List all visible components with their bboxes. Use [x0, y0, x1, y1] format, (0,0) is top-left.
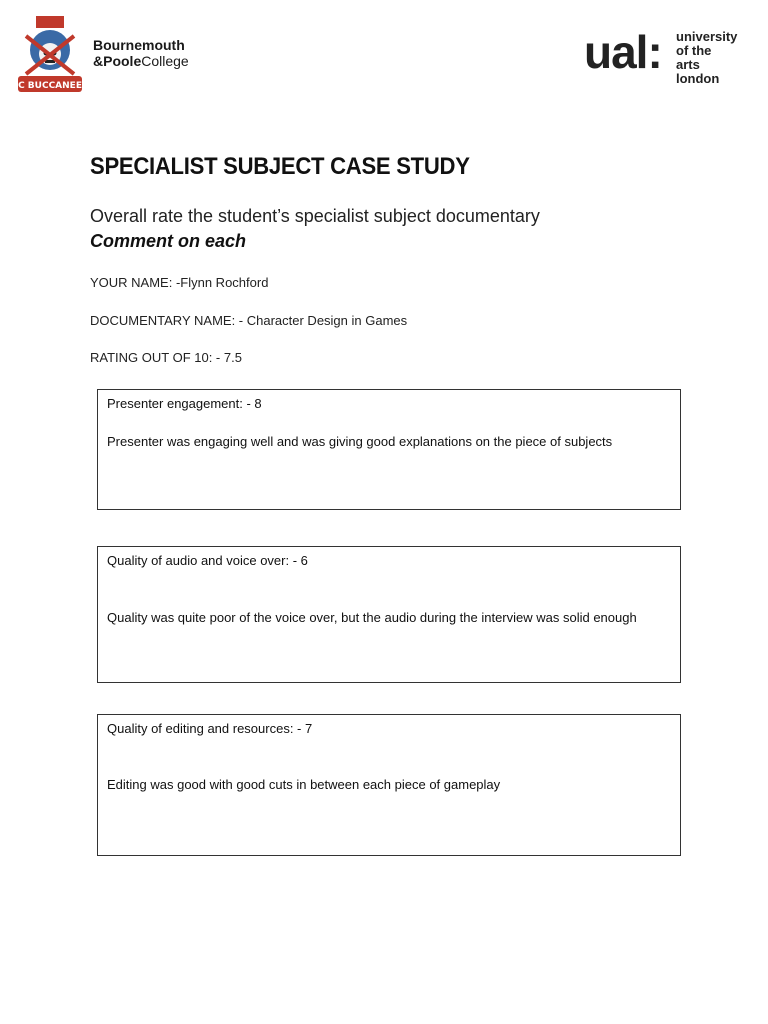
documentary-name-field: DOCUMENTARY NAME: - Character Design in Games [90, 313, 408, 328]
bpc-buccaneers-logo [4, 16, 96, 101]
section-comment: Presenter was engaging well and was giving good explanations on the piece of subjects [107, 434, 613, 449]
section-heading: Presenter engagement: - 8 [107, 396, 262, 411]
rating-field: RATING OUT OF 10: - 7.5 [90, 350, 242, 365]
college-name: Bournemouth &PooleCollege [93, 37, 189, 69]
section-comment: Editing was good with good cuts in between each piece of gameplay [107, 777, 501, 792]
comment-label: Comment on each [90, 231, 247, 251]
document-header: BPC BUCCANEERS Bournemouth &PooleCollege ual: university of the arts london [0, 0, 768, 110]
section-heading: Quality of editing and resources: - 7 [107, 721, 313, 736]
subtitle: Overall rate the student’s specialist subject documentary [90, 206, 540, 226]
section-box-presenter [97, 389, 681, 510]
page-title: SPECIALIST SUBJECT CASE STUDY [90, 153, 470, 180]
section-box-audio [97, 546, 681, 683]
section-heading: Quality of audio and voice over: - 6 [107, 553, 308, 568]
your-name-field: YOUR NAME: -Flynn Rochford [90, 275, 269, 290]
section-box-editing [97, 714, 681, 856]
section-comment: Quality was quite poor of the voice over, but the audio during the interview was solid enough [107, 610, 637, 625]
svg-text:BPC BUCCANEERS: BPC BUCCANEERS [4, 81, 96, 91]
